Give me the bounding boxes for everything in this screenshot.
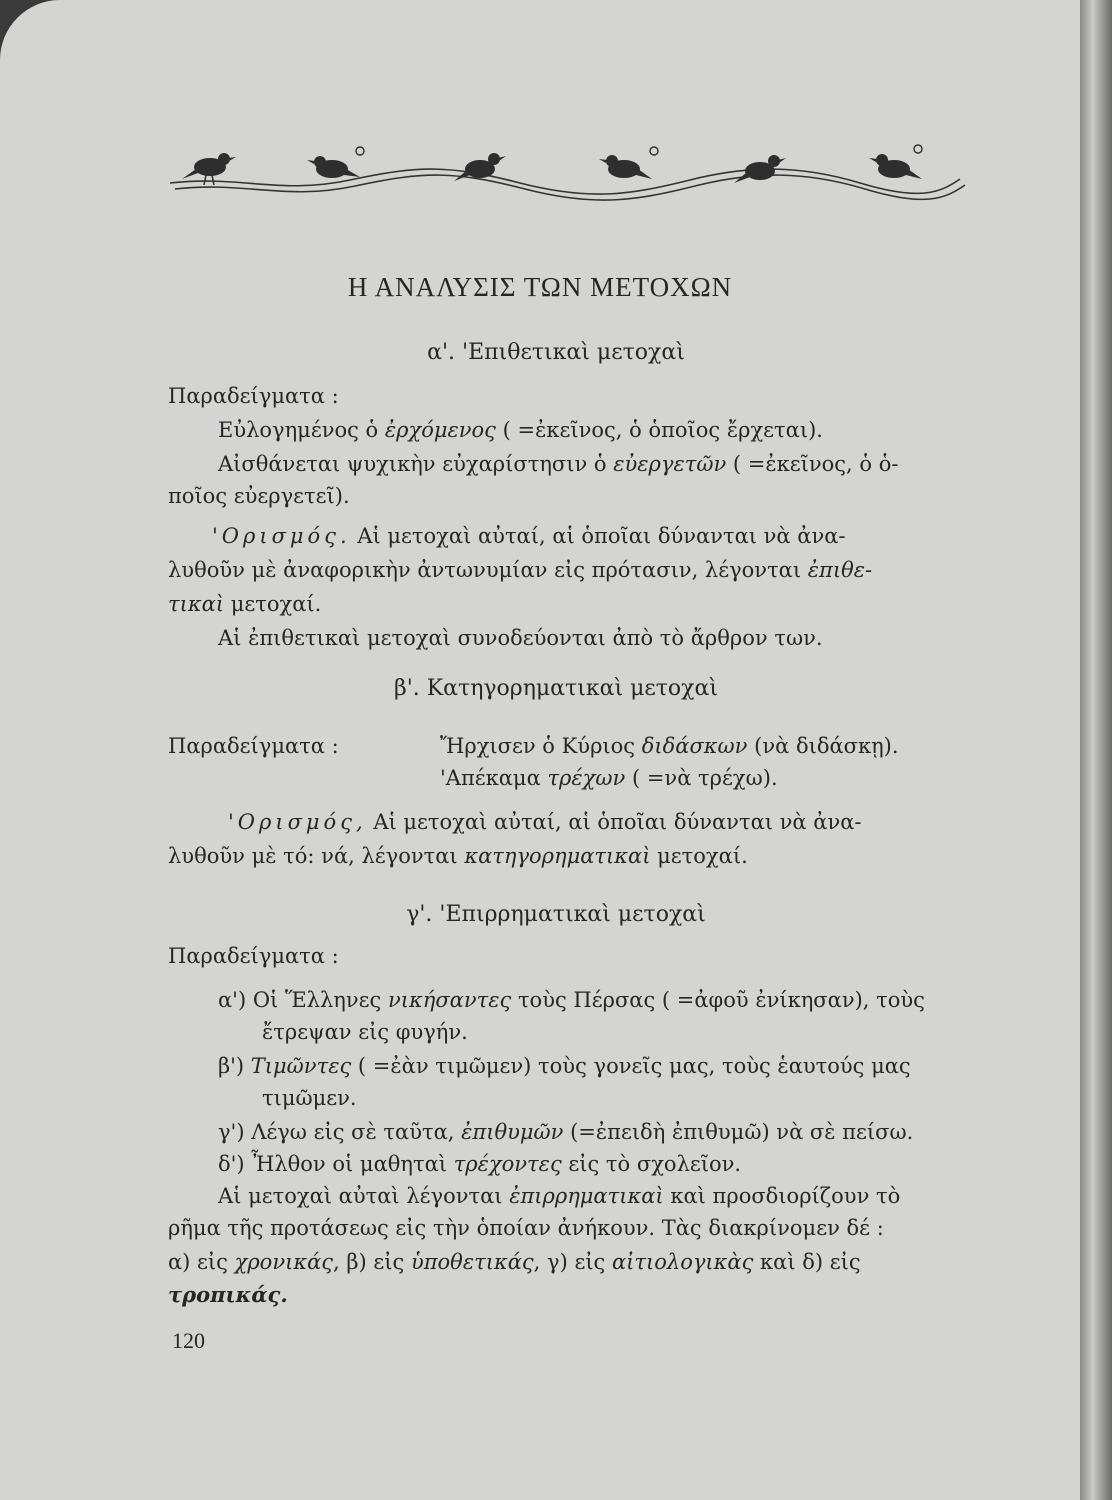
definition-a-2: λυθοῦν μὲ ἀναφορικὴν ἀντωνυμίαν εἰς πρότασιν, λέγονται ἐπιθε- xyxy=(168,558,873,582)
section-b-heading: β'. Κατηγορηματικαὶ μετοχαὶ xyxy=(393,676,718,701)
example-c-alpha-2: ἔτρεψαν εἰς φυγήν. xyxy=(262,1020,468,1044)
example-c-alpha-1: α') Οἱ Ἕλληνες νικήσαντες τοὺς Πέρσας ( =ἀφοῦ ἐνίκησαν), τοὺς xyxy=(218,988,925,1012)
paragraph-c-4: τροπικάς. xyxy=(168,1282,288,1307)
paragraph-c-1: Αἱ μετοχαὶ αὐταὶ λέγονται ἐπιρρηματικαὶ καὶ προσδιορίζουν τὸ xyxy=(218,1184,901,1208)
page-number: 120 xyxy=(172,1328,205,1353)
example-c-beta-1: β') Τιμῶντες ( =ἐὰν τιμῶμεν) τοὺς γονεῖς μας, τοὺς ἑαυτούς μας xyxy=(218,1054,911,1078)
paragraph-c-3: α) εἰς χρονικάς, β) εἰς ὑποθετικάς, γ) εἰς αἰτιολογικὰς καὶ δ) εἰς xyxy=(168,1250,861,1274)
example-c-delta: δ') Ἦλθον οἱ μαθηταὶ τρέχοντες εἰς τὸ σχολεῖον. xyxy=(218,1152,742,1176)
section-c-heading: γ'. 'Επιρρηματικαὶ μετοχαὶ xyxy=(406,902,706,927)
book-binding-edge xyxy=(1080,0,1112,1500)
examples-label-c: Παραδείγματα : xyxy=(168,944,339,968)
definition-b-1: 'Ορισμός, Αἱ μετοχαὶ αὐταί, αἱ ὁποῖαι δύνανται νὰ ἀνα- xyxy=(228,810,862,834)
section-a-heading: α'. 'Επιθετικαὶ μετοχαὶ xyxy=(427,340,685,365)
birds-on-branches-ornament xyxy=(160,135,970,205)
example-b1: Ἤρχισεν ὁ Κύριος διδάσκων (νὰ διδάσκῃ). xyxy=(440,734,899,758)
example-c-gamma: γ') Λέγω εἰς σὲ ταῦτα, ἐπιθυμῶν (=ἐπειδὴ ἐπιθυμῶ) νὰ σὲ πείσω. xyxy=(218,1120,914,1144)
page-title: Η ΑΝΑΛΥΣΙΣ ΤΩΝ ΜΕΤΟΧΩΝ xyxy=(347,272,733,302)
examples-label-b: Παραδείγματα : xyxy=(168,734,339,758)
example-a2: Αἰσθάνεται ψυχικὴν εὐχαρίστησιν ὁ εὐεργετῶν ( =ἐκεῖνος, ὁ ὁ- xyxy=(218,452,899,476)
example-a1: Εὐλογημένος ὁ ἐρχόμενος ( =ἐκεῖνος, ὁ ὁποῖος ἔρχεται). xyxy=(218,418,823,442)
paragraph-c-2: ρῆμα τῆς προτάσεως εἰς τὴν ὁποίαν ἀνήκουν. Τὰς διακρίνομεν δέ : xyxy=(168,1216,884,1240)
example-c-beta-2: τιμῶμεν. xyxy=(262,1086,357,1110)
definition-b-2: λυθοῦν μὲ τό: νά, λέγονται κατηγορηματικαὶ μετοχαί. xyxy=(168,844,748,868)
definition-a-3: τικαὶ μετοχαί. xyxy=(168,592,322,616)
definition-a-4: Αἱ ἐπιθετικαὶ μετοχαὶ συνοδεύονται ἀπὸ τὸ ἄρθρον των. xyxy=(218,626,823,650)
examples-label-a: Παραδείγματα : xyxy=(168,384,339,408)
example-b2: 'Απέκαμα τρέχων ( =νὰ τρέχω). xyxy=(440,766,778,790)
definition-a-1: 'Ορισμός. Αἱ μετοχαὶ αὐταί, αἱ ὁποῖαι δύνανται νὰ ἀνα- xyxy=(212,524,846,548)
example-a2-cont: ποῖος εὐεργετεῖ). xyxy=(168,484,350,508)
